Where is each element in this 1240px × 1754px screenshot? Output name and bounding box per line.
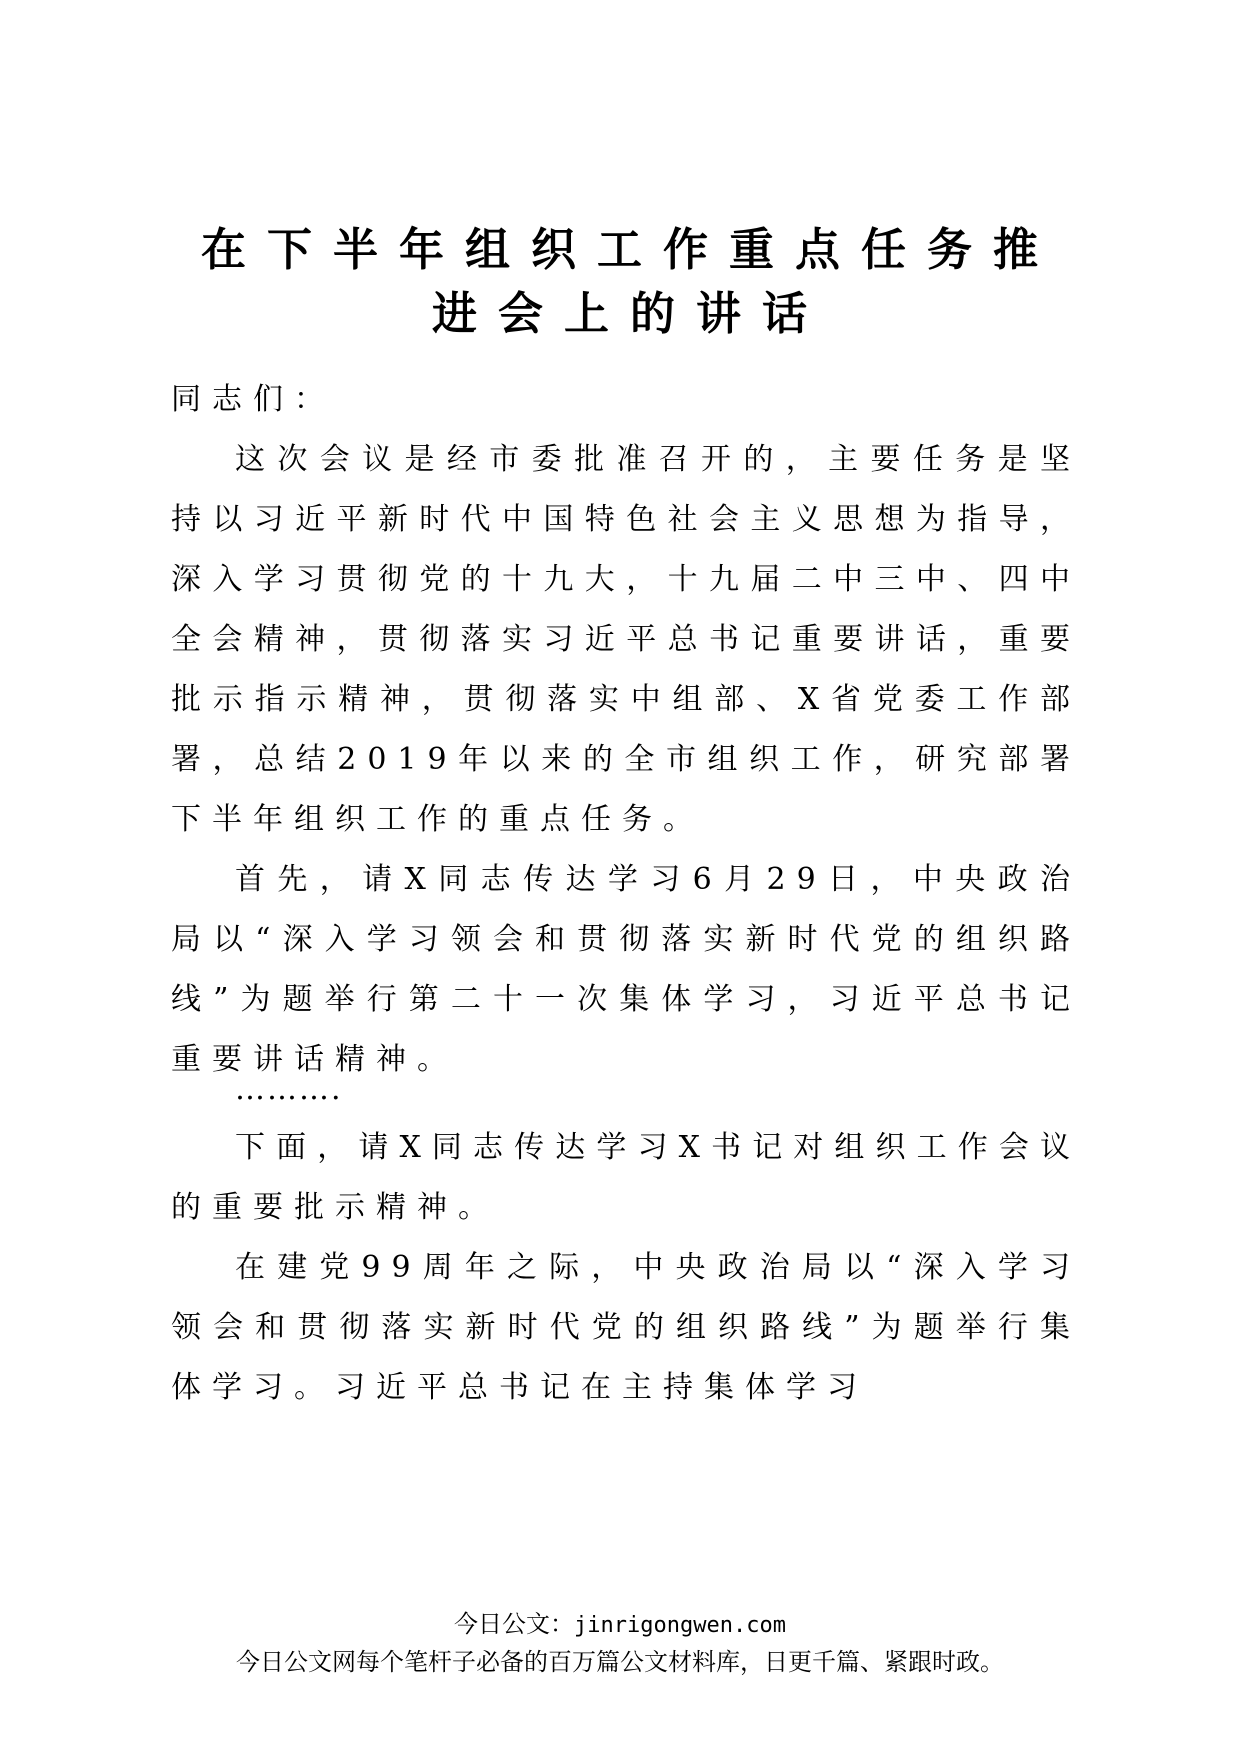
footer-label: 今日公文： [454,1610,575,1638]
salutation: 同志们： [171,382,335,417]
footer-url[interactable]: jinrigongwen.com [574,1613,786,1638]
paragraph-second-agenda: 下面，请X同志传达学习X书记对组织工作会议的重要批示精神。 [171,1130,1081,1225]
document-body [171,370,1081,1090]
footer-source [0,1604,1240,1639]
document-body-continued [171,1118,1081,1418]
paragraph-intro: 这次会议是经市委批准召开的，主要任务是坚持以习近平新时代中国特色社会主义思想为指导，深入学习贯彻党的十九大，十九届二中三中、四中全会精神，贯彻落实习近平总书记重要讲话，重要批示指示精神，贯彻落实中组部、X省党委工作部署，总结2019年以来的全市组织工作，研究部署下半年组织工作的重点任务。 [171,442,1081,837]
document-title-line-1: 在下半年组织工作重点任务推 [200,223,1059,276]
paragraph-first-agenda: 首先，请X同志传达学习6月29日，中央政治局以“深入学习领会和贯彻落实新时代党的组织路线”为题举行第二十一次集体学习，习近平总书记重要讲话精神。 [171,862,1081,1077]
paragraph-anniversary: 在建党99周年之际，中央政治局以“深入学习领会和贯彻落实新时代党的组织路线”为题举行集体学习。习近平总书记在主持集体学习 [171,1250,1081,1405]
ellipsis: ………. [235,1072,343,1107]
document-title-line-2: 进会上的讲话 [431,287,828,340]
footer-tagline: 今日公文网每个笔杆子必备的百万篇公文材料库，日更千篇、紧跟时政。 [236,1648,1004,1676]
ellipsis-block [171,1060,1081,1120]
